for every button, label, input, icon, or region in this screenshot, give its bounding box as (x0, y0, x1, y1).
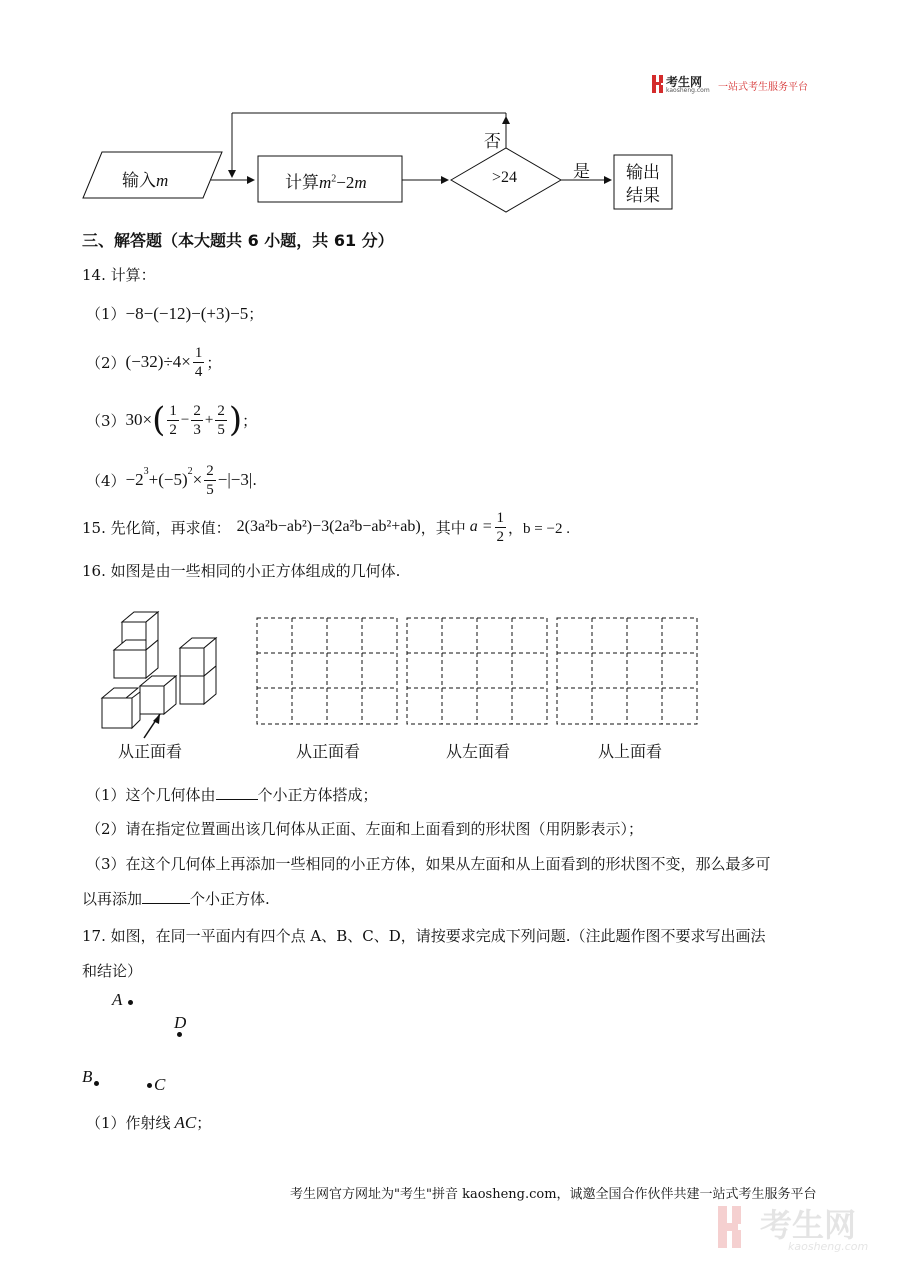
q15-expr: 2(3a²b−ab²)−3(2a²b−ab²+ab) (236, 518, 421, 535)
q14-p3-f1-num: 1 (169, 402, 177, 419)
q17-p1-b: AC (174, 1113, 197, 1132)
q14-p4-fraction (204, 462, 216, 499)
flow-output-line2: 结果 (626, 186, 660, 206)
section3-heading: 三、解答题（本大题共 6 小题，共 61 分） (82, 231, 394, 250)
watermark-logo-mark (716, 1202, 756, 1252)
q15-stem: 15. 先化简，再求值： (82, 518, 231, 537)
q14-p3-op1: − (180, 411, 190, 428)
q14-p3-frac3 (215, 402, 227, 439)
flowchart (0, 105, 900, 215)
q15-a-lhs: a = (469, 518, 493, 535)
q14-p3-frac1 (167, 402, 179, 439)
point-d-label: D (174, 1013, 187, 1032)
flow-no-label: 否 (484, 132, 501, 152)
q14-p2-end: ； (206, 353, 222, 372)
q14-p1-expr: −8−(−12)−(+3)−5 (125, 304, 249, 323)
q16-caption-grid1: 从正面看 (296, 742, 361, 761)
q16-grid-left (406, 617, 548, 725)
footer-text: 考生网官方网址为"考生"拼音 kaosheng.com，诚邀全国合作伙伴共建一站式考生服务平台 (290, 1187, 817, 1202)
q16-part2: （2）请在指定位置画出该几何体从正面、左面和上面看到的形状图（用阴影表示）； (86, 820, 644, 838)
flow-input-label (122, 166, 168, 191)
q14-p4-c: × (192, 470, 203, 489)
q14-p3-lparen: ( (152, 400, 166, 440)
point-b-dot (94, 1081, 99, 1086)
flowchart-lines (0, 105, 900, 215)
q16-caption-grid2: 从左面看 (446, 742, 511, 761)
q16-p3-c: 个小正方体. (190, 890, 270, 908)
q17-p1-a: （1）作射线 (86, 1114, 171, 1132)
q15-line (82, 505, 570, 549)
dashed-grid-left (406, 617, 548, 725)
q14-p4-d: −|−3| (217, 470, 253, 489)
brand-logo-text: 考生网 (666, 75, 703, 89)
point-d-dot (177, 1032, 182, 1037)
flow-input-var: m (156, 171, 169, 190)
q14-p3-f3-num: 2 (217, 402, 225, 419)
q14-p4-label: （4） (86, 471, 126, 490)
q14-p3-end: ； (242, 411, 258, 430)
q14-p3-f3-den: 5 (217, 421, 225, 438)
point-b-label: B (82, 1067, 93, 1086)
q14-p2-expr: (−32)÷4× (125, 352, 191, 371)
flow-output-line1: 输出 (626, 163, 660, 183)
q14-p3-frac2 (191, 402, 203, 439)
watermark-text: 考生网 (760, 1206, 857, 1244)
q14-p3-op2: + (204, 411, 214, 428)
brand-logo-domain: kaosheng.com (666, 87, 710, 94)
q16-caption-grid3: 从上面看 (598, 742, 663, 761)
q16-p1-b: 个小正方体搭成； (257, 786, 378, 804)
point-a-dot (128, 1000, 133, 1005)
brand-watermark (716, 1198, 896, 1258)
q14-p1-label: （1） (86, 305, 126, 323)
q14-part2 (86, 340, 221, 384)
q14-p4-b-exp: 2 (187, 466, 193, 477)
q14-p3-f1-den: 2 (169, 421, 177, 438)
q16-p3-b: 以再添加 (82, 890, 143, 908)
q16-part3-line1: （3）在这个几何体上再添加一些相同的小正方体，如果从左面和从上面看到的形状图不变，那么最多可 (86, 855, 771, 873)
q15-a-fraction (495, 509, 507, 546)
q14-stem: 14. 计算： (82, 266, 156, 284)
flow-compute-minus2: −2 (336, 173, 355, 192)
point-c-label: C (154, 1075, 166, 1094)
q14-p2-label: （2） (86, 353, 126, 372)
q15-where: ，其中 (420, 518, 466, 537)
q15-a-den: 2 (496, 528, 505, 545)
q14-p3-rparen: ) (228, 400, 243, 440)
q16-part1 (86, 784, 378, 805)
q14-p3-f2-den: 3 (193, 421, 201, 438)
dashed-grid-top (556, 617, 698, 725)
q14-p4-a: −2 (125, 470, 144, 489)
q15-a-num: 1 (496, 509, 505, 526)
q17-stem-line1: 17. 如图，在同一平面内有四个点 A、B、C、D，请按要求完成下列问题.（注此题作图不要求写出画法 (82, 927, 766, 945)
q14-p2-den: 4 (194, 363, 203, 380)
q16-p1-blank[interactable] (216, 799, 258, 800)
q14-p4-b: +(−5) (148, 470, 188, 489)
q14-p4-a-exp: 3 (143, 466, 149, 477)
point-a-label: A (112, 990, 123, 1009)
q14-part1 (86, 303, 263, 324)
q14-part4 (86, 458, 257, 502)
flow-compute-m2: m (354, 173, 367, 192)
flow-yes-label: 是 (573, 162, 590, 182)
q14-p4-num: 2 (206, 462, 214, 479)
q17-stem-line2: 和结论） (82, 962, 143, 980)
flow-compute-text: 计算 (285, 173, 319, 193)
flow-compute-label: 计算$m^2-2m$ (285, 173, 367, 193)
q16-solid-figure (96, 604, 226, 740)
flow-condition-label: >24 (492, 169, 518, 186)
brand-logo (652, 72, 822, 98)
cube-stack-drawing (96, 604, 226, 740)
q17-p1-c: ； (196, 1114, 212, 1132)
flow-compute-m1: m (319, 173, 332, 192)
q16-part3-line2 (82, 888, 270, 909)
q14-p3-f2-num: 2 (193, 402, 201, 419)
q17-part1 (86, 1112, 211, 1133)
q16-grid-front (256, 617, 398, 725)
q16-p1-a: （1）这个几何体由 (86, 786, 216, 804)
q14-p1-end: ； (248, 305, 264, 323)
q14-p3-label: （3） (86, 411, 126, 430)
q16-p3-blank[interactable] (142, 903, 190, 904)
q14-p4-den: 5 (206, 481, 214, 498)
brand-slogan: 一站式考生服务平台 (718, 82, 808, 93)
watermark-domain: kaosheng.com (788, 1240, 869, 1253)
point-c-dot (147, 1083, 152, 1088)
q16-stem: 16. 如图是由一些相同的小正方体组成的几何体. (82, 562, 401, 580)
q14-p3-lead: 30× (125, 410, 153, 429)
q14-p2-num: 1 (194, 344, 203, 361)
dashed-grid-front (256, 617, 398, 725)
q14-p4-end: . (252, 471, 257, 489)
q15-b-part: ，b = −2 . (508, 520, 570, 537)
q16-caption-solid: 从正面看 (118, 742, 183, 761)
flow-input-text: 输入 (122, 171, 156, 191)
q17-points-figure (80, 990, 280, 1100)
q14-part3 (86, 398, 257, 442)
q16-grid-top (556, 617, 698, 725)
q14-p2-fraction (193, 344, 205, 381)
